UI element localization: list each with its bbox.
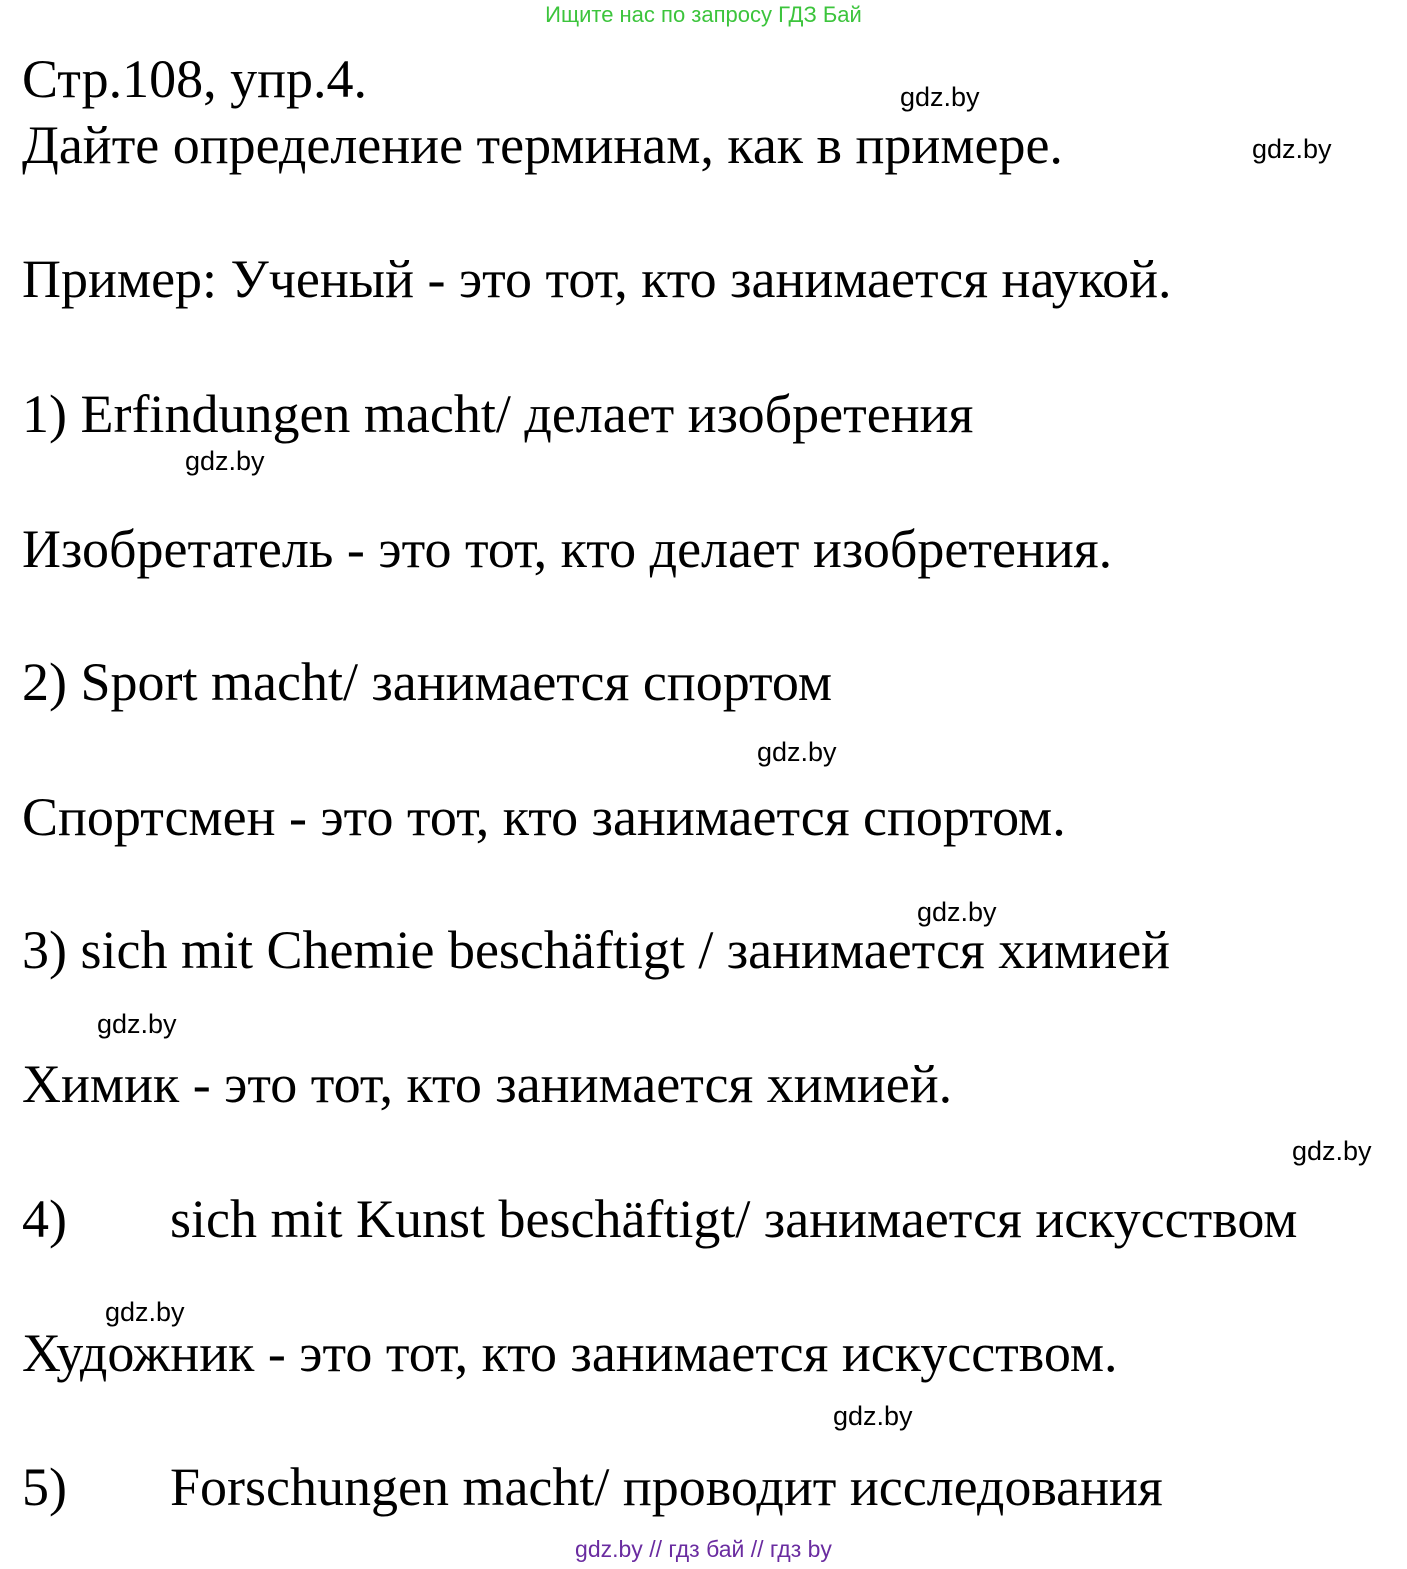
watermark: gdz.by [97,1009,177,1039]
item-3-prompt-text: sich mit Chemie beschäftigt / занимается химией [80,920,1171,980]
item-2-answer: Спортсмен - это тот, кто занимается спортом. [22,787,1066,847]
item-2-prompt [22,652,833,712]
item-4-prompt [22,1189,1298,1249]
item-1-answer: Изобретатель - это тот, кто делает изобретения. [22,519,1113,579]
item-1-number: 1) [22,384,67,444]
watermark: gdz.by [1252,134,1332,164]
item-4-number: 4) [22,1189,67,1249]
example-sentence: Пример: Ученый - это тот, кто занимается наукой. [22,249,1172,309]
watermark: gdz.by [900,82,980,112]
item-3-answer: Химик - это тот, кто занимается химией. [22,1054,953,1114]
item-3-number: 3) [22,920,67,980]
item-3-prompt [22,920,1171,980]
item-4-prompt-text: sich mit Kunst beschäftigt/ занимается искусством [170,1189,1298,1249]
footer-watermark: gdz.by // гдз бай // гдз by [575,1536,832,1562]
item-1-prompt-text: Erfindungen macht/ делает изобретения [80,384,974,444]
header-search-link[interactable]: Ищите нас по запросу ГДЗ Бай [545,2,862,27]
watermark: gdz.by [105,1297,185,1327]
watermark: gdz.by [833,1401,913,1431]
item-2-prompt-text: Sport macht/ занимается спортом [80,652,833,712]
watermark: gdz.by [185,446,265,476]
item-2-number: 2) [22,652,67,712]
exercise-instruction: Дайте определение терминам, как в примере. [22,115,1063,175]
watermark: gdz.by [917,897,997,927]
item-5-prompt-text: Forschungen macht/ проводит исследования [170,1457,1163,1517]
exercise-title: Стр.108, упр.4. [22,49,367,109]
item-5-number: 5) [22,1457,67,1517]
watermark: gdz.by [757,737,837,767]
watermark: gdz.by [1292,1136,1372,1166]
item-4-answer: Художник - это тот, кто занимается искусством. [22,1323,1118,1383]
item-5-prompt [22,1457,1163,1517]
item-1-prompt [22,384,974,444]
